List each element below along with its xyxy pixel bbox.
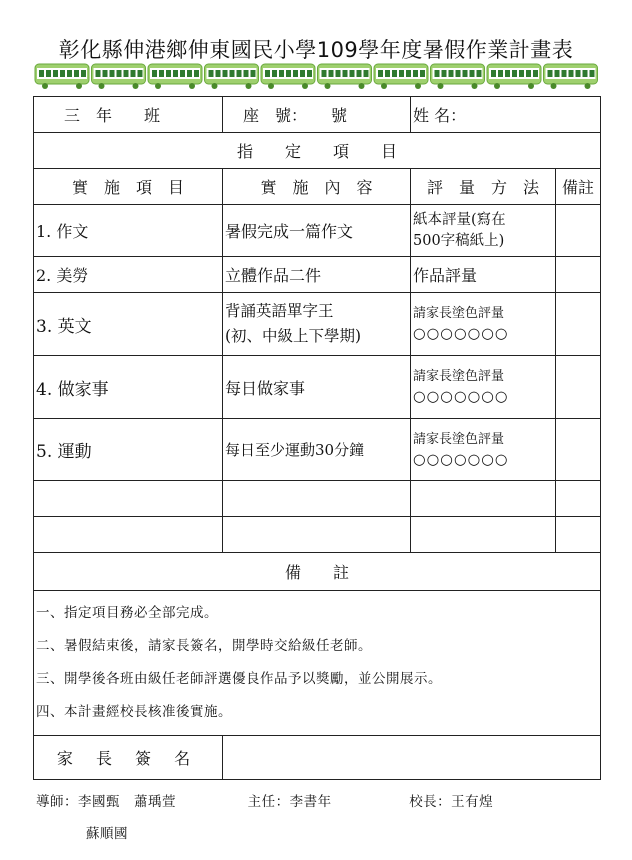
train-border-decoration [34, 62, 600, 90]
footer-mentor-line-2: 蘇順國 [86, 826, 128, 842]
notes-header: 備 註 [34, 553, 601, 591]
notes-row [34, 591, 601, 736]
seat-number-field[interactable]: 座 號： 號 [223, 97, 411, 133]
remark-cell[interactable] [556, 419, 601, 481]
method-line: 請家長塗色評量 [413, 306, 505, 321]
student-name-field[interactable]: 姓 名： [411, 97, 601, 133]
note-item: 二、暑假結束後，請家長簽名，開學時交給級任老師。 [36, 638, 372, 654]
method-cell [411, 356, 556, 419]
student-info-row [34, 97, 601, 133]
method-cell [411, 293, 556, 356]
plan-table [33, 96, 601, 780]
empty-cell[interactable] [556, 517, 601, 553]
column-header-item: 實 施 項 目 [34, 169, 223, 205]
remark-cell[interactable] [556, 293, 601, 356]
content-line: (初、中級上下學期) [225, 327, 362, 345]
empty-cell[interactable] [34, 517, 223, 553]
rating-circles[interactable]: ○○○○○○○ [413, 451, 509, 468]
director-name: 主任：李書年 [247, 794, 332, 810]
item-cell: 2. 美勞 [34, 257, 223, 293]
train-car-icon [487, 64, 541, 89]
content-cell: 暑假完成一篇作文 [223, 205, 411, 257]
empty-cell[interactable] [223, 517, 411, 553]
method-cell [411, 205, 556, 257]
item-cell: 4. 做家事 [34, 356, 223, 419]
train-car-icon [92, 64, 146, 89]
empty-cell[interactable] [223, 481, 411, 517]
train-car-icon [261, 64, 315, 89]
notes-header-row [34, 553, 601, 591]
train-car-icon [148, 64, 202, 89]
empty-row [34, 481, 601, 517]
note-item: 四、本計畫經校長核准後實施。 [36, 704, 232, 720]
empty-cell[interactable] [411, 517, 556, 553]
principal-name: 校長：王有煌 [409, 794, 494, 810]
content-cell: 立體作品二件 [223, 257, 411, 293]
method-line: 紙本評量(寫在 [413, 211, 506, 228]
item-cell: 5. 運動 [34, 419, 223, 481]
parent-signature-label [34, 736, 223, 780]
table-row [34, 356, 601, 419]
empty-cell[interactable] [34, 481, 223, 517]
item-cell: 1. 作文 [34, 205, 223, 257]
column-header-remark: 備註 [556, 169, 601, 205]
item-cell: 3. 英文 [34, 293, 223, 356]
method-line: 請家長塗色評量 [413, 431, 505, 447]
method-cell [411, 419, 556, 481]
notes-list [34, 591, 601, 736]
mentor-names: 導師：李國甄 蕭瑀萱 [36, 794, 176, 810]
table-row [34, 205, 601, 257]
note-item: 一、指定項目務必全部完成。 [36, 605, 218, 621]
rating-circles[interactable]: ○○○○○○○ [413, 326, 509, 342]
content-cell [223, 293, 411, 356]
content-line: 背誦英語單字王 [225, 302, 334, 320]
parent-signature-row [34, 736, 601, 780]
rating-circles[interactable]: ○○○○○○○ [413, 389, 509, 405]
parent-signature-field[interactable] [223, 736, 601, 780]
method-line: 請家長塗色評量 [413, 369, 505, 384]
train-car-icon [431, 64, 485, 89]
table-row [34, 419, 601, 481]
note-item: 三、開學後各班由級任老師評選優良作品予以獎勵，並公開展示。 [36, 671, 442, 687]
method-cell: 作品評量 [411, 257, 556, 293]
table-row [34, 293, 601, 356]
content-cell: 每日至少運動30分鐘 [223, 419, 411, 481]
empty-cell[interactable] [411, 481, 556, 517]
train-car-icon [35, 64, 89, 89]
column-header-content: 實 施 內 容 [223, 169, 411, 205]
remark-cell[interactable] [556, 257, 601, 293]
table-row [34, 257, 601, 293]
page-title: 彰化縣伸港鄉伸東國民小學109學年度暑假作業計畫表 [58, 38, 574, 62]
remark-cell[interactable] [556, 205, 601, 257]
train-car-icon [544, 64, 598, 89]
column-header-method: 評 量 方 法 [411, 169, 556, 205]
column-header-row [34, 169, 601, 205]
empty-row [34, 517, 601, 553]
grade-class-field[interactable]: 三 年 班 [34, 97, 223, 133]
remark-cell[interactable] [556, 356, 601, 419]
content-cell: 每日做家事 [223, 356, 411, 419]
footer-staff-line [36, 790, 493, 810]
assigned-items-header-row [34, 133, 601, 169]
train-car-icon [318, 64, 372, 89]
empty-cell[interactable] [556, 481, 601, 517]
assigned-items-header: 指 定 項 目 [34, 133, 601, 169]
train-car-icon [374, 64, 428, 89]
method-line: 500字稿紙上) [413, 232, 505, 249]
parent-signature-text: 家 長 簽 名 [56, 749, 200, 768]
train-car-icon [205, 64, 259, 89]
